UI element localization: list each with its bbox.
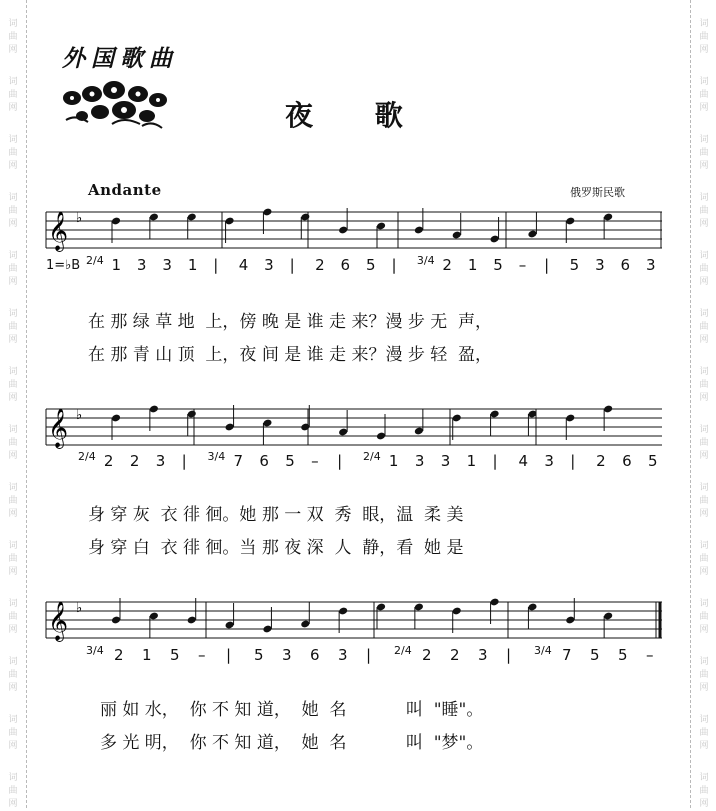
jianpu-note: 5 xyxy=(618,646,628,664)
left-side-watermarks xyxy=(0,0,26,808)
jianpu-note: 3 xyxy=(338,646,348,664)
jianpu-note: 6 xyxy=(622,452,632,470)
jianpu-note: 3 xyxy=(478,646,488,664)
jianpu-note: 6 xyxy=(310,646,320,664)
jianpu-note: 5 xyxy=(366,256,376,274)
song-source: 俄罗斯民歌 xyxy=(570,186,625,199)
side-watermark: 词 曲 网 xyxy=(8,715,18,751)
time-signature: 3/4 xyxy=(416,254,435,267)
side-watermark: 词 曲 网 xyxy=(699,19,709,55)
side-watermark: 词 曲 网 xyxy=(8,425,18,461)
jianpu-note: – xyxy=(518,256,527,274)
time-signature: 2/4 xyxy=(86,254,104,267)
barline: | xyxy=(492,452,498,470)
jianpu-note: 1 xyxy=(187,256,198,274)
jianpu-note: 4 xyxy=(238,256,249,274)
jianpu-note: 1 xyxy=(111,256,121,274)
flat-icon: ♭ xyxy=(76,601,83,616)
jianpu-note: 2 xyxy=(422,646,432,664)
jianpu-note: – xyxy=(311,452,319,470)
song-title: 夜 歌 xyxy=(285,99,429,132)
side-watermark: 词 曲 网 xyxy=(699,657,709,693)
staff-system-2 xyxy=(46,403,662,451)
tempo-marking: Andante xyxy=(88,181,162,199)
side-watermark: 词 曲 网 xyxy=(8,599,18,635)
side-watermark: 词 曲 网 xyxy=(699,367,709,403)
jianpu-note: 6 xyxy=(259,452,269,470)
jianpu-note: 3 xyxy=(155,452,166,470)
jianpu-note: 2 xyxy=(450,646,460,664)
side-watermark: 词 曲 网 xyxy=(8,251,18,287)
treble-clef-icon: 𝄞 xyxy=(48,408,69,448)
barline: | xyxy=(366,646,372,664)
jianpu-note: 3 xyxy=(282,646,292,664)
flat-icon: ♭ xyxy=(76,408,83,423)
time-signature: 3/4 xyxy=(207,450,226,463)
lyric-line-1-verse-1: 在 那 绿 草 地 上，傍 晚 是 谁 走 来？漫 步 无 声， xyxy=(88,312,493,332)
jianpu-note: 4 xyxy=(518,452,528,470)
side-watermark: 词 曲 网 xyxy=(699,251,709,287)
key-signature: 1=♭B xyxy=(46,258,81,273)
jianpu-note: 1 xyxy=(388,452,399,470)
lyric-line-2-verse-2: 身 穿 白 衣 徘 徊。当 那 夜 深 人 静，看 她 是 xyxy=(88,538,464,558)
jianpu-note: 5 xyxy=(254,646,264,664)
flower-decoration-icon xyxy=(52,76,182,136)
time-signature: 2/4 xyxy=(363,450,381,463)
jianpu-note: 3 xyxy=(440,452,451,470)
time-signature: 3/4 xyxy=(86,644,104,657)
jianpu-note: 1 xyxy=(466,452,477,470)
jianpu-note: 3 xyxy=(646,256,656,274)
staff-system-3 xyxy=(46,596,662,644)
jianpu-note: 3 xyxy=(595,256,605,274)
side-watermark: 词 曲 网 xyxy=(699,715,709,751)
jianpu-note: 2 xyxy=(442,256,452,274)
jianpu-note: 6 xyxy=(340,256,351,274)
jianpu-note: 2 xyxy=(129,452,140,470)
side-watermark: 词 曲 网 xyxy=(8,19,18,55)
lyric-line-3-verse-1: 丽 如 水， 你 不 知 道， 她 名 叫 "睡"。 xyxy=(100,700,484,720)
jianpu-note: 3 xyxy=(162,256,172,274)
jianpu-note: 1 xyxy=(142,646,152,664)
staff-system-1 xyxy=(46,206,662,254)
side-watermark: 词 曲 网 xyxy=(8,541,18,577)
jianpu-note: 5 xyxy=(569,256,580,274)
jianpu-note: 3 xyxy=(264,256,274,274)
side-watermark: 词 曲 网 xyxy=(8,135,18,171)
side-watermark: 词 曲 网 xyxy=(8,483,18,519)
jianpu-note: 2 xyxy=(103,452,114,470)
treble-clef-icon: 𝄞 xyxy=(48,601,69,641)
jianpu-note: 5 xyxy=(648,452,658,470)
side-watermark: 词 曲 网 xyxy=(699,77,709,113)
side-watermark: 词 曲 网 xyxy=(699,773,709,809)
time-signature: 2/4 xyxy=(78,450,96,463)
jianpu-note: 5 xyxy=(590,646,600,664)
jianpu-note: 3 xyxy=(544,452,554,470)
barline: | xyxy=(226,646,232,664)
jianpu-note: 7 xyxy=(233,452,243,470)
side-watermark: 词 曲 网 xyxy=(699,483,709,519)
side-watermark: 词 曲 网 xyxy=(8,193,18,229)
barline: | xyxy=(506,646,512,664)
side-watermark: 词 曲 网 xyxy=(8,367,18,403)
side-watermark: 词 曲 网 xyxy=(8,657,18,693)
jianpu-note: 7 xyxy=(562,646,572,664)
right-side-watermarks xyxy=(691,0,716,808)
jianpu-note: 3 xyxy=(136,256,147,274)
barline: | xyxy=(337,452,343,470)
jianpu-note: 5 xyxy=(493,256,503,274)
barline: | xyxy=(544,256,550,274)
jianpu-note: 2 xyxy=(114,646,124,664)
jianpu-note: – xyxy=(646,646,654,664)
jianpu-note: 2 xyxy=(315,256,325,274)
side-watermark: 词 曲 网 xyxy=(699,309,709,345)
jianpu-note: 2 xyxy=(596,452,606,470)
jianpu-note: 6 xyxy=(620,256,631,274)
side-watermark: 词 曲 网 xyxy=(699,541,709,577)
barline: | xyxy=(181,452,187,470)
barline: | xyxy=(570,452,576,470)
time-signature: 2/4 xyxy=(394,644,412,657)
side-watermark: 词 曲 网 xyxy=(8,773,18,809)
jianpu-note: 5 xyxy=(285,452,295,470)
jianpu-note: 1 xyxy=(467,256,478,274)
left-page-border xyxy=(26,0,27,808)
barline: | xyxy=(289,256,295,274)
side-watermark: 词 曲 网 xyxy=(8,77,18,113)
side-watermark: 词 曲 网 xyxy=(699,193,709,229)
numbered-notation-line-3 xyxy=(86,646,666,666)
time-signature: 3/4 xyxy=(534,644,552,657)
numbered-notation-line-2 xyxy=(78,452,668,472)
side-watermark: 词 曲 网 xyxy=(699,135,709,171)
flat-icon: ♭ xyxy=(76,211,83,226)
barline: | xyxy=(213,256,219,274)
jianpu-note: 3 xyxy=(414,452,425,470)
jianpu-note: 5 xyxy=(170,646,180,664)
jianpu-note: – xyxy=(198,646,206,664)
lyric-line-3-verse-2: 多 光 明， 你 不 知 道， 她 名 叫 "梦"。 xyxy=(100,733,484,753)
side-watermark: 词 曲 网 xyxy=(699,425,709,461)
side-watermark: 词 曲 网 xyxy=(699,599,709,635)
lyric-line-1-verse-2: 在 那 青 山 顶 上，夜 间 是 谁 走 来？漫 步 轻 盈， xyxy=(88,345,493,365)
collection-label: 外国歌曲 xyxy=(62,45,178,72)
treble-clef-icon: 𝄞 xyxy=(48,211,69,251)
numbered-notation-line-1 xyxy=(86,256,666,276)
lyric-line-2-verse-1: 身 穿 灰 衣 徘 徊。她 那 一 双 秀 眼，温 柔 美 xyxy=(88,505,464,525)
side-watermark: 词 曲 网 xyxy=(8,309,18,345)
barline: | xyxy=(391,256,397,274)
